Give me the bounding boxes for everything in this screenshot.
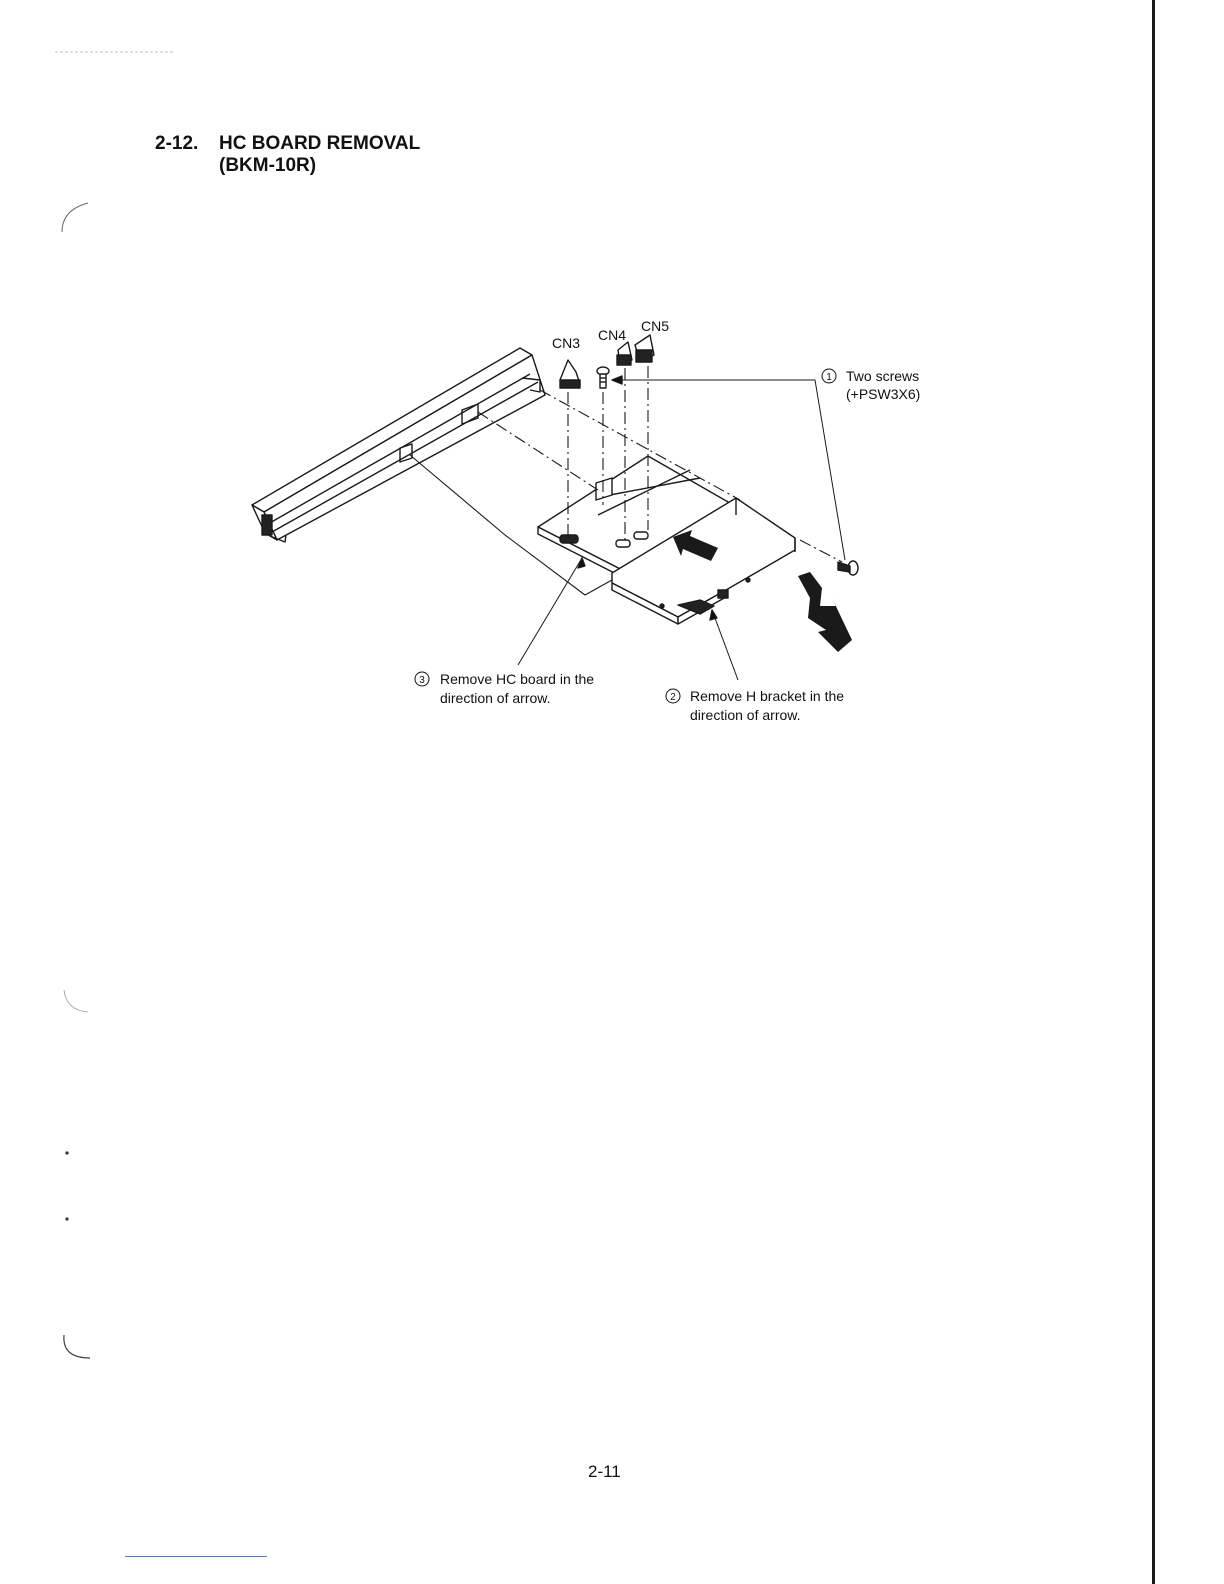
bracket-outline-line [410, 455, 505, 535]
section-title: HC BOARD REMOVAL [219, 133, 421, 154]
page-number: 2-11 [588, 1462, 621, 1481]
step1-marker: 1 [826, 372, 832, 383]
leader-line-step3 [518, 558, 582, 665]
leader-line-step2 [712, 610, 738, 680]
leader-arrowhead-step2 [710, 610, 717, 620]
cn3-label: CN3 [552, 335, 581, 351]
chassis-rail [252, 348, 545, 542]
step3-marker: 3 [419, 675, 425, 686]
screw-top-icon [597, 367, 609, 388]
bracket-direction-arrow-icon [798, 572, 852, 652]
section-number: 2-12. [155, 133, 199, 154]
cn4-label: CN4 [598, 327, 627, 343]
step3-line1: Remove HC board in the [440, 671, 595, 687]
step3-line2: direction of arrow. [440, 690, 551, 706]
step1-line2: (+PSW3X6) [846, 386, 921, 402]
cn5-connector [635, 335, 654, 362]
leader-arrowhead-step1 [612, 376, 622, 384]
screw-side-icon [838, 561, 858, 575]
step2-line2: direction of arrow. [690, 707, 801, 723]
cn5-label: CN5 [641, 318, 670, 334]
step2-marker: 2 [670, 692, 676, 703]
step2-line1: Remove H bracket in the [690, 688, 845, 704]
cn4-connector [617, 342, 632, 365]
cn3-connector [560, 360, 580, 388]
section-subtitle: (BKM-10R) [219, 155, 317, 176]
step1-line1: Two screws [846, 368, 920, 384]
